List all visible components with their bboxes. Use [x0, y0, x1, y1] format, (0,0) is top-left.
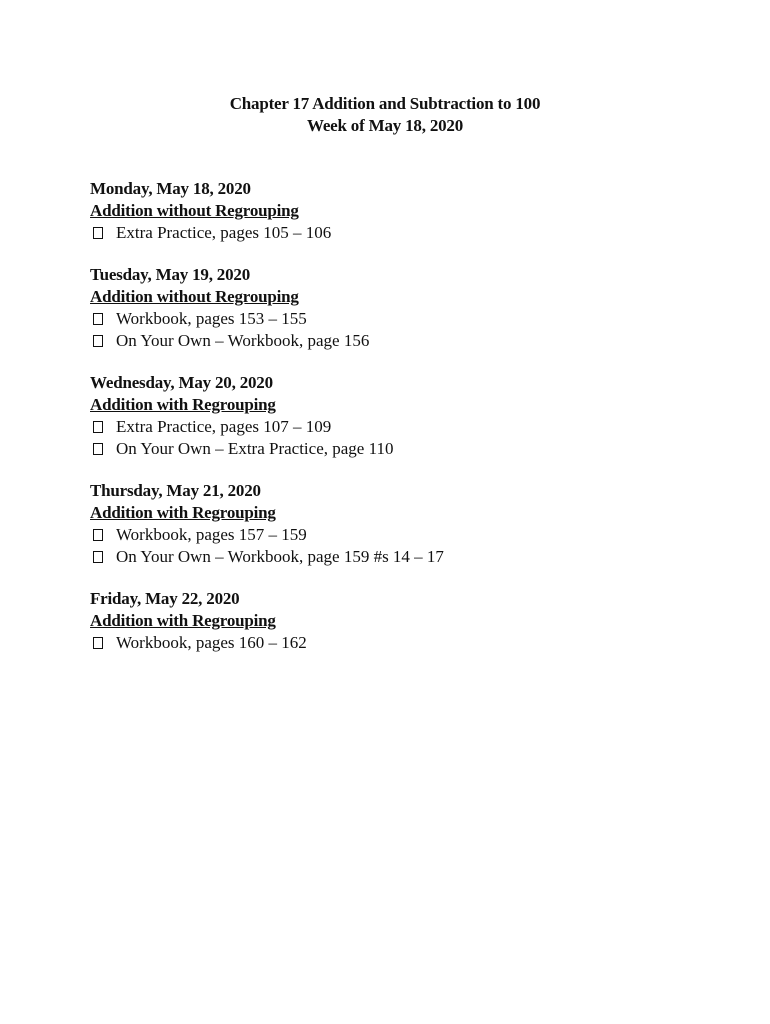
- task-item: [90, 524, 730, 546]
- task-item: [90, 330, 730, 352]
- task-label: On Your Own – Workbook, page 156: [116, 331, 370, 350]
- checkbox-icon[interactable]: [93, 313, 103, 325]
- task-label: Extra Practice, pages 107 – 109: [116, 417, 332, 436]
- day-topic: Addition without Regrouping: [90, 201, 299, 220]
- day-topic: Addition with Regrouping: [90, 503, 276, 522]
- checkbox-icon[interactable]: [93, 551, 103, 563]
- day-heading: Tuesday, May 19, 2020: [90, 265, 251, 284]
- day-section-wednesday: [90, 372, 730, 460]
- task-item: [90, 416, 730, 438]
- task-item: [90, 308, 730, 330]
- day-section-monday: [90, 178, 730, 244]
- day-topic: Addition with Regrouping: [90, 395, 276, 414]
- day-topic: Addition without Regrouping: [90, 287, 299, 306]
- task-item: [90, 632, 730, 654]
- day-section-friday: [90, 588, 730, 654]
- day-heading: Friday, May 22, 2020: [90, 589, 240, 608]
- task-label: On Your Own – Workbook, page 159 #s 14 – 17: [116, 547, 444, 566]
- checkbox-icon[interactable]: [93, 227, 103, 239]
- task-item: [90, 222, 730, 244]
- day-section-tuesday: [90, 264, 730, 352]
- day-heading: Thursday, May 21, 2020: [90, 481, 261, 500]
- day-heading: Monday, May 18, 2020: [90, 179, 251, 198]
- day-section-thursday: [90, 480, 730, 568]
- checkbox-icon[interactable]: [93, 421, 103, 433]
- document-subtitle: Week of May 18, 2020: [306, 116, 464, 135]
- day-list: [90, 178, 730, 674]
- task-label: On Your Own – Extra Practice, page 110: [116, 439, 394, 458]
- checkbox-icon[interactable]: [93, 335, 103, 347]
- task-label: Workbook, pages 153 – 155: [116, 309, 307, 328]
- checkbox-icon[interactable]: [93, 637, 103, 649]
- task-item: [90, 546, 730, 568]
- day-topic: Addition with Regrouping: [90, 611, 276, 630]
- task-item: [90, 438, 730, 460]
- checkbox-icon[interactable]: [93, 529, 103, 541]
- task-label: Workbook, pages 157 – 159: [116, 525, 307, 544]
- task-label: Extra Practice, pages 105 – 106: [116, 223, 332, 242]
- day-heading: Wednesday, May 20, 2020: [90, 373, 273, 392]
- document-title: Chapter 17 Addition and Subtraction to 100: [229, 94, 541, 113]
- title-block: [0, 93, 770, 137]
- task-label: Workbook, pages 160 – 162: [116, 633, 307, 652]
- checkbox-icon[interactable]: [93, 443, 103, 455]
